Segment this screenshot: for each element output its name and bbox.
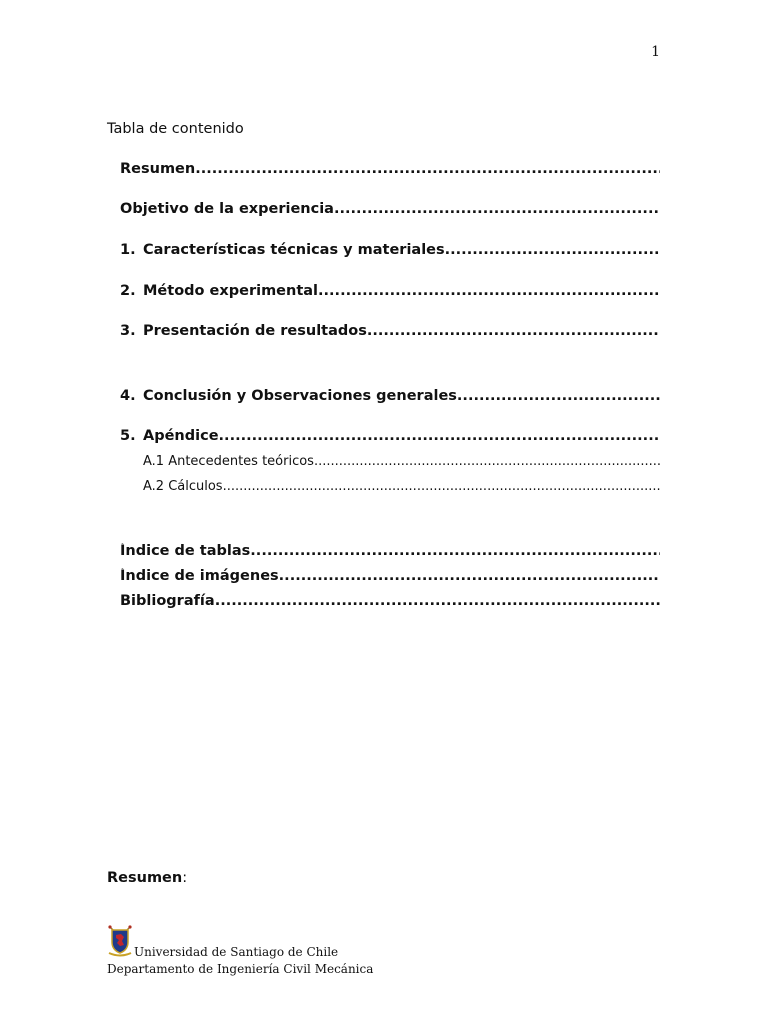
toc-leader bbox=[250, 543, 660, 559]
toc-entry-label: Apéndice bbox=[143, 428, 219, 444]
toc-entry-antecedentes[interactable] bbox=[143, 454, 660, 474]
toc-entry-indice-imagenes[interactable] bbox=[120, 568, 660, 588]
toc-leader bbox=[367, 323, 660, 339]
toc-entry-indice-tablas[interactable] bbox=[120, 543, 660, 563]
toc-entry-label: A.1 Antecedentes teóricos bbox=[143, 454, 314, 469]
university-crest-icon bbox=[107, 924, 133, 958]
toc-entry-number: 2. bbox=[120, 283, 136, 299]
toc-entry-bibliografia[interactable] bbox=[120, 593, 660, 613]
toc-entry-label: A.2 Cálculos bbox=[143, 479, 223, 494]
toc-entry-calculos[interactable] bbox=[143, 479, 660, 499]
toc-entry-resumen[interactable] bbox=[120, 161, 660, 181]
toc-entry-label: Índice de imágenes bbox=[120, 568, 279, 584]
toc-entry-caracteristicas[interactable] bbox=[120, 242, 660, 262]
toc-entry-label: Bibliografía bbox=[120, 593, 215, 609]
toc-leader bbox=[334, 201, 660, 217]
toc-leader bbox=[314, 454, 660, 469]
toc-entry-label: Resumen bbox=[120, 161, 196, 177]
toc-entry-conclusion[interactable] bbox=[120, 388, 660, 408]
toc-title: Tabla de contenido bbox=[107, 121, 244, 137]
toc-entry-number: 4. bbox=[120, 388, 136, 404]
toc-entry-number: 5. bbox=[120, 428, 136, 444]
toc-entry-label: Características técnicas y materiales bbox=[143, 242, 445, 258]
toc-entry-presentacion[interactable] bbox=[120, 323, 660, 343]
footer-university: Universidad de Santiago de Chile bbox=[134, 945, 339, 959]
resumen-heading bbox=[107, 870, 187, 886]
toc-entry-label: Objetivo de la experiencia bbox=[120, 201, 334, 217]
toc-entry-number: 3. bbox=[120, 323, 136, 339]
toc-leader bbox=[195, 161, 660, 177]
resumen-heading-label: Resumen bbox=[107, 870, 183, 886]
toc-entry-label: Índice de tablas bbox=[120, 543, 251, 559]
toc-entry-label: Conclusión y Observaciones generales bbox=[143, 388, 457, 404]
toc-entry-number: 1. bbox=[120, 242, 136, 258]
toc-leader bbox=[223, 479, 660, 494]
toc-leader bbox=[279, 568, 660, 584]
toc-leader bbox=[219, 428, 660, 444]
toc-entry-label: Método experimental bbox=[143, 283, 319, 299]
page-number: 1 bbox=[651, 44, 660, 60]
toc-leader bbox=[215, 593, 660, 609]
toc-entry-objetivo[interactable] bbox=[120, 201, 660, 221]
resumen-heading-colon: : bbox=[182, 870, 188, 886]
toc-leader bbox=[445, 242, 660, 258]
toc-entry-metodo[interactable] bbox=[120, 283, 660, 303]
toc-entry-label: Presentación de resultados bbox=[143, 323, 367, 339]
toc-entry-apendice[interactable] bbox=[120, 428, 660, 448]
toc-leader bbox=[457, 388, 660, 404]
footer-department: Departamento de Ingeniería Civil Mecánica bbox=[107, 962, 374, 976]
toc-leader bbox=[318, 283, 660, 299]
